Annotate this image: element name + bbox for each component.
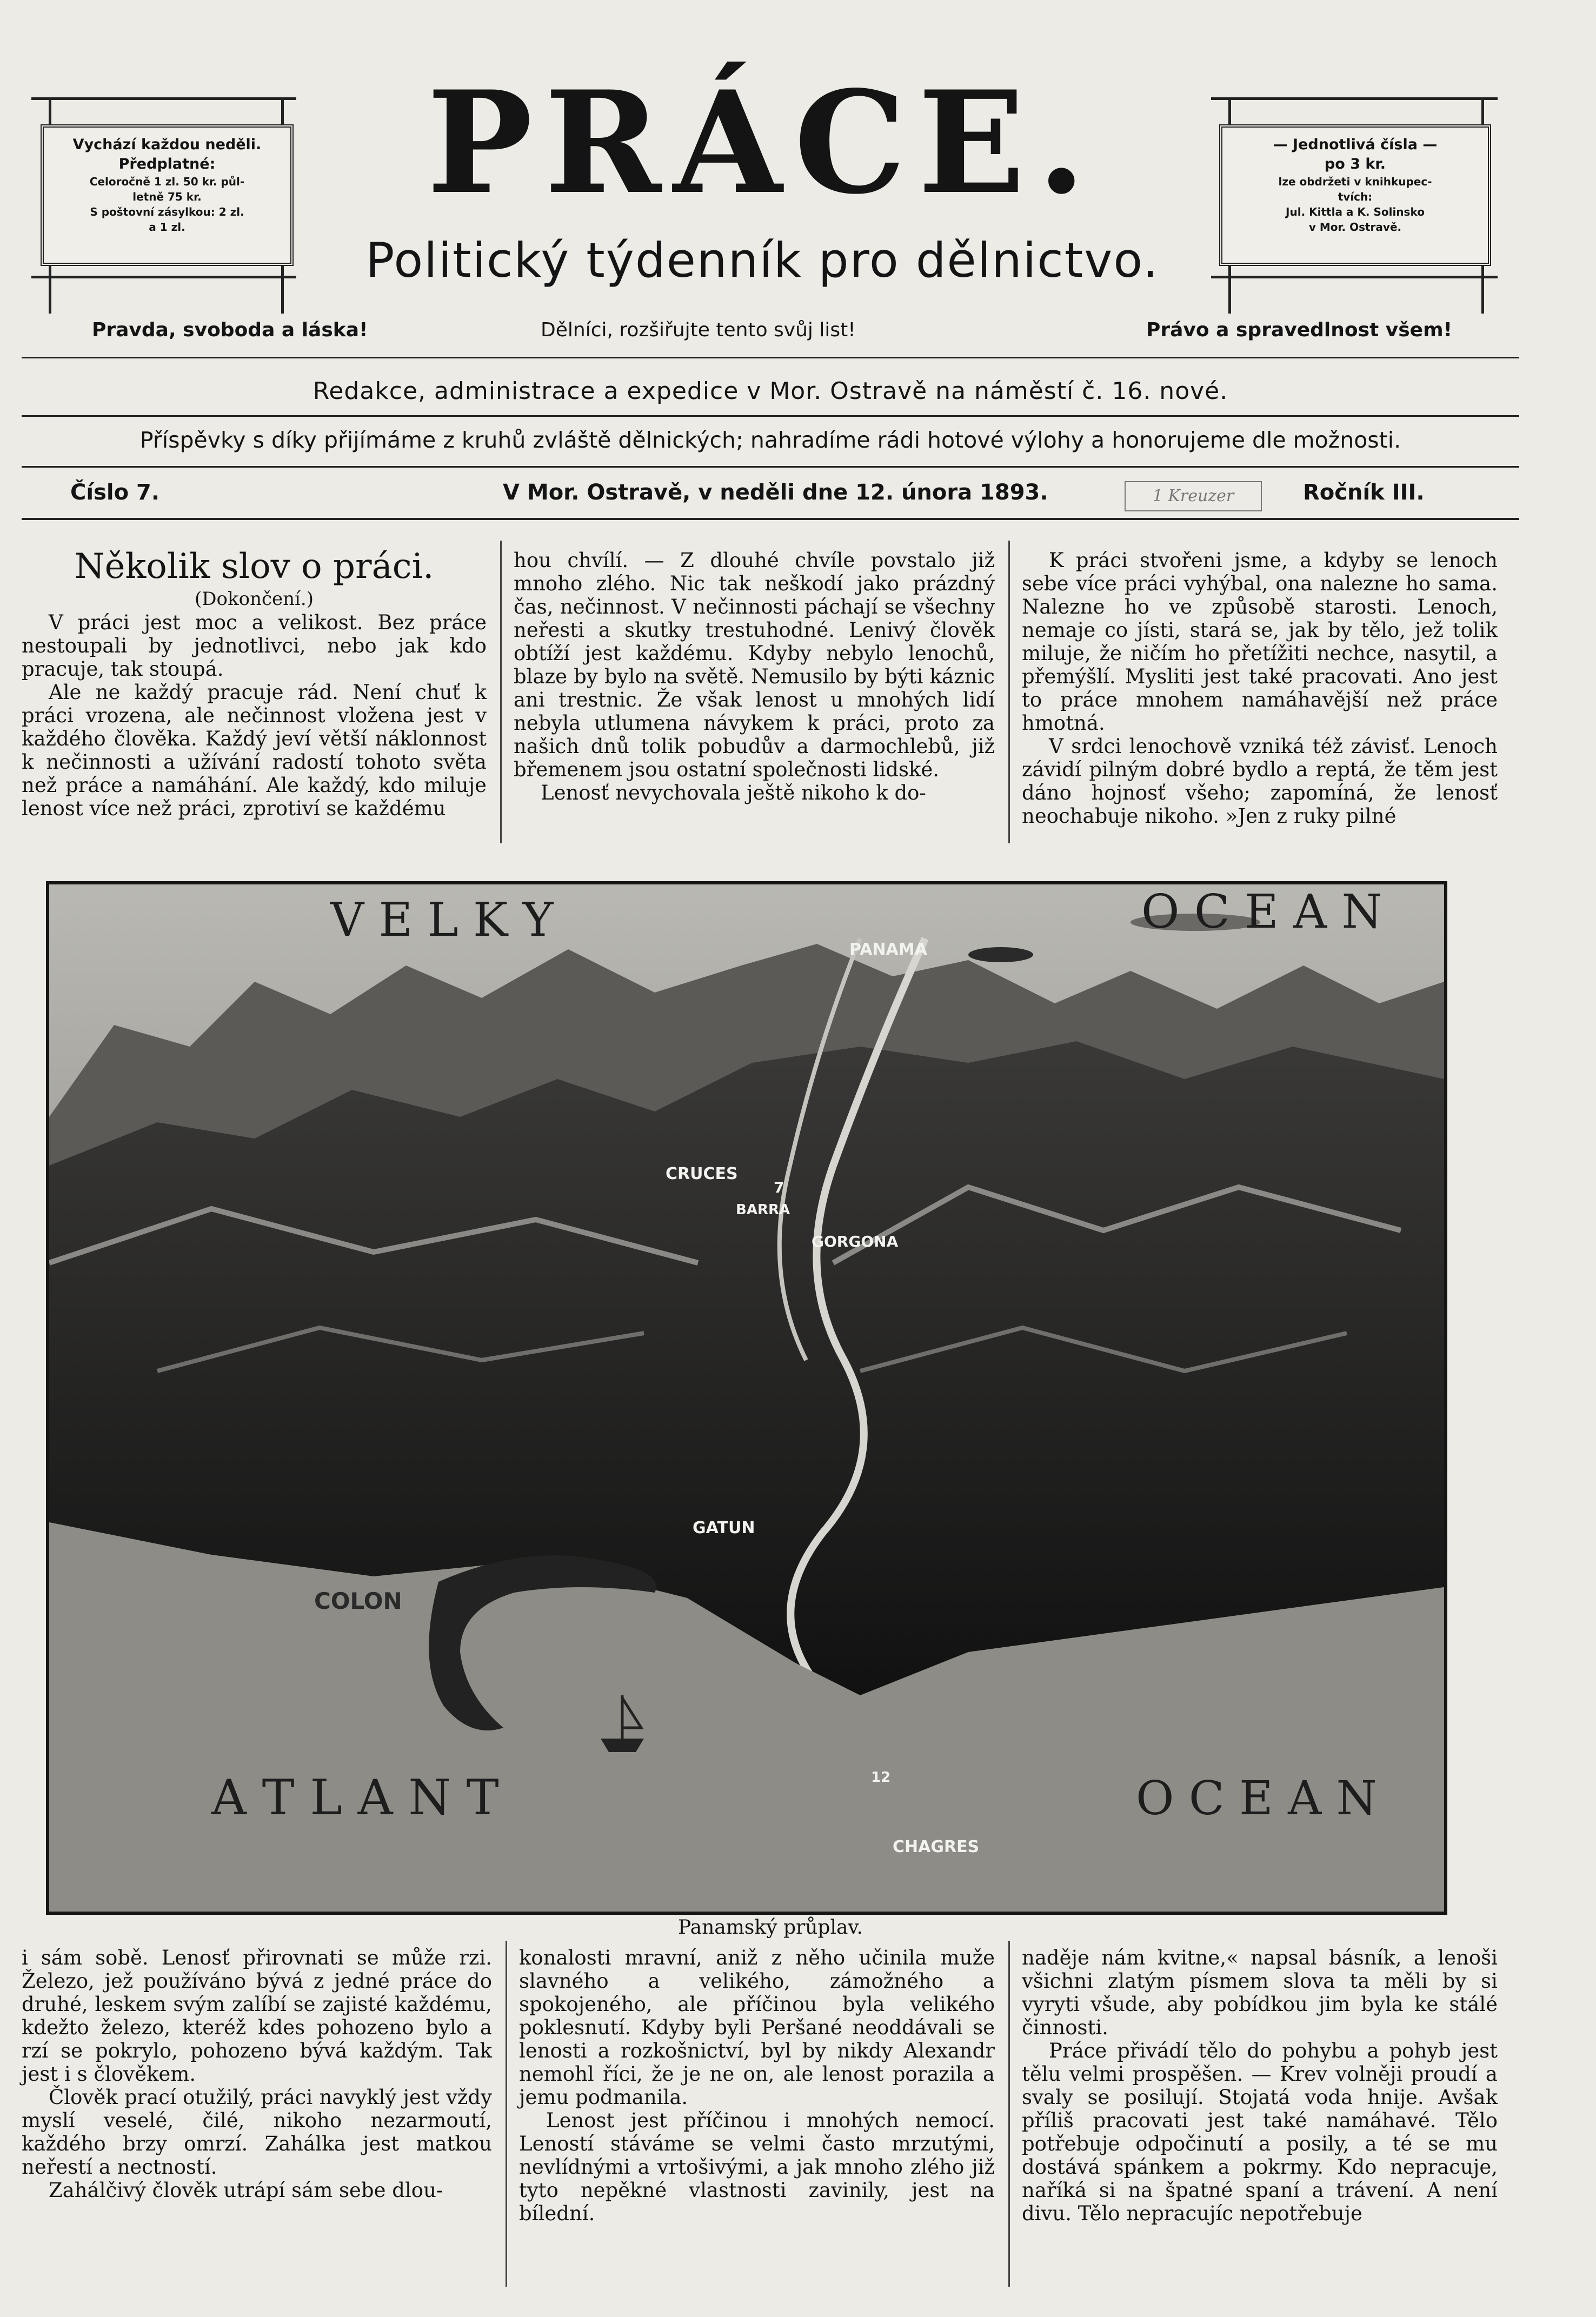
paragraph: naděje nám kvitne,« napsal básník, a lenoši všichni zlatým písmem slova ta měli by si vyryti všude, aby pobídkou jim byla ke stálé činnosti.: [1022, 1946, 1498, 2039]
frame-line: [1211, 97, 1498, 100]
column-separator: [1008, 1941, 1010, 2287]
panama-map-drawing: [49, 884, 1444, 1912]
illustration-caption: Panamský průplav.: [678, 1916, 863, 1939]
price-line: lze obdržeti v knihkupec-: [1278, 175, 1432, 188]
label-velky: V E L K Y: [330, 893, 554, 947]
paragraph: V práci jest moc a velikost. Bez práce nestoupali by jednotlivci, nebo jak kdo pracuje, tak stoupá.: [22, 611, 487, 681]
frame-line: [1211, 276, 1498, 278]
label-atlant: A T L A N T: [211, 1769, 499, 1826]
column-separator: [500, 541, 502, 843]
panama-canal-illustration: [46, 881, 1447, 1915]
price-line: Jul. Kittla a K. Solinsko: [1286, 205, 1425, 218]
label-ocean-bottom: O C E A N: [1136, 1772, 1377, 1826]
price-line: v Mor. Ostravě.: [1308, 221, 1402, 234]
paragraph: V srdci lenochově vzniká též závisť. Lenoch závidí pilným dobré bydlo a reptá, že těm jest dáno hojnosť všeho; zapomíná, že lenosť neochabuje nikoho. »Jen z ruky pilné: [1022, 735, 1498, 828]
label-ocean-top: O C E A N: [1141, 885, 1382, 939]
subscription-box: [41, 124, 294, 266]
article-title: Několik slov o práci.: [74, 547, 434, 587]
address-line: Redakce, administrace a expedice v Mor. Ostravě na náměstí č. 16. nové.: [312, 377, 1228, 405]
column-separator: [1008, 541, 1010, 843]
issue-date: V Mor. Ostravě, v neděli dne 12. února 1893.: [503, 480, 1048, 505]
paragraph: K práci stvořeni jsme, a kdyby se lenoch sebe více práci vyhýbal, ona nalezne ho sama. Nalezne ho ve způsobě starosti. Lenoch, nemaje co jísti, stará se, jak by tělo, jež tolik miluje, že ničím ho přetížiti nechce, nasytil, a přemýšlí. Mysliti jest také pracovati. Ano jest to práce mnohem namáhavější než práce hmotná.: [1022, 549, 1498, 735]
paragraph: hou chvílí. — Z dlouhé chvíle povstalo již mnoho zlého. Nic tak neškodí jako prázdný čas, nečinnost. V nečinnosti páchají se všechny neřesti a skutky trestuhodné. Lenivý člověk obtíží jest každému. Kdyby nebylo lenochů, blaze by bylo na světě. Nemusilo by býti káznic ani trestnic. Že však lenost u mnohých lidí nebyla utlumena návykem k práci, proto za našich dnů tolik pobudův a darmochlebů, již břemenem jsou ostatní společnosti lidské.: [514, 549, 995, 781]
masthead-subtitle: Politický týdenník pro dělnictvo.: [365, 232, 1159, 288]
column-separator: [506, 1941, 507, 2287]
label-gorgona: GORGONA: [812, 1233, 899, 1250]
price-box: [1219, 124, 1491, 266]
frame-line: [31, 97, 296, 100]
label-panama: PANAMA: [849, 940, 927, 959]
label-num7: 7: [774, 1179, 784, 1196]
contributions-line: Příspěvky s díky přijímáme z kruhů zvláště dělnických; nahradíme rádi hotové výlohy a honorujeme dle možnosti.: [139, 427, 1401, 453]
paragraph: Člověk prací otužilý, práci navyklý jest vždy myslí veselé, čilé, nikoho nezarmoutí, každého brzy omrzí. Zahálka jest matkou neřestí a nectností.: [22, 2086, 492, 2179]
article-column-1: [22, 546, 487, 820]
article-column-5: [519, 1946, 995, 2225]
label-cruces: CRUCES: [666, 1164, 738, 1183]
masthead-title: PRÁCE.: [427, 61, 1098, 225]
article-column-4: [22, 1946, 492, 2202]
article-column-2: [514, 549, 995, 804]
article-subtitle: (Dokončení.): [195, 588, 314, 610]
paragraph: Ale ne každý pracuje rád. Není chuť k práci vrozena, ale nečinnost vložena jest v každého člověka. Každý jeví větší náklonnost k nečinnosti a užívání radostí tohoto světa než práce a namáhání. Ale každý, kdo miluje lenost více než práci, zprotiví se každému: [22, 681, 487, 820]
article-column-3: [1022, 549, 1498, 828]
frame-line: [31, 276, 296, 278]
paragraph: i sám sobě. Lenosť přirovnati se může rzi. Železo, jež používáno bývá z jedné práce do druhé, leskem svým zalíbí se zajisté každému, kdežto železo, kteréž kdes pohozeno bylo a rzí se pokrylo, pohozeno bývá každým. Tak jest i s člověkem.: [22, 1946, 492, 2086]
subscription-line: Celoročně 1 zl. 50 kr. půl-: [89, 175, 245, 188]
header-rule: [22, 415, 1519, 417]
motto-center: Dělníci, rozšiřujte tento svůj list!: [541, 319, 856, 341]
motto-right: Právo a spravedlnost všem!: [1146, 319, 1452, 341]
header-rule: [22, 518, 1519, 520]
postage-stamp: 1 Kreuzer: [1125, 481, 1262, 511]
motto-left: Pravda, svoboda a láska!: [92, 319, 368, 341]
article-column-6: [1022, 1946, 1498, 2225]
paragraph: Lenosť nevychovala ještě nikoho k do-: [541, 781, 926, 804]
subscription-line: S poštovní zásylkou: 2 zl.: [90, 205, 244, 218]
paragraph: konalosti mravní, aniž z něho učinila muže slavného a velikého, zámožného a spokojeného, ale příčinou byla velikého poklesnutí. Kdyby byli Peršané neoddávali se lenosti a rozkošnictví, byl by nikdy Alexandr nemohl říci, že je ne on, ale lenost porazila a jemu podmanila.: [519, 1946, 995, 2109]
paragraph: Lenost jest příčinou i mnohých nemocí. Leností stáváme se velmi často mrzutými, nevlídnými a vrtošivými, a jak mnoho zlého již tyto nepěkné vlastnosti zavinily, jest na bílední.: [519, 2109, 995, 2225]
label-barra: BARRA: [736, 1202, 790, 1218]
label-chagres: CHAGRES: [893, 1837, 980, 1856]
label-num12: 12: [871, 1769, 891, 1786]
issue-number: Číslo 7.: [70, 480, 160, 505]
subscription-line: letně 75 kr.: [132, 190, 202, 203]
label-gatun: GATUN: [693, 1519, 755, 1537]
volume-number: Ročník III.: [1303, 480, 1425, 505]
newspaper-page: [22, 61, 1519, 2292]
paragraph: Práce přivádí tělo do pohybu a pohyb jest tělu velmi prospěšen. — Krev volněji proudí a svaly se posilují. Stojatá voda hnije. Avšak příliš pracovati jest také namáhavé. Tělo potřebuje odpočinutí a posily, a té se mu dostává spánkem a pokrmy. Kdo nepracuje, naříká si na špatné spaní a trávení. A není divu. Tělo nepracujíc nepotřebuje: [1022, 2039, 1498, 2225]
paragraph: Zahálčivý člověk utrápí sám sebe dlou-: [49, 2179, 443, 2202]
header-rule: [22, 357, 1519, 358]
subscription-line: Předplatné:: [118, 156, 216, 172]
price-line: po 3 kr.: [1324, 156, 1386, 172]
price-line: tvích:: [1338, 190, 1373, 203]
subscription-line: Vychází každou neděli.: [72, 136, 262, 153]
label-colon: COLON: [314, 1588, 402, 1614]
price-line: — Jednotlivá čísla —: [1273, 136, 1438, 153]
subscription-line: a 1 zl.: [149, 221, 185, 234]
header-rule: [22, 466, 1519, 468]
